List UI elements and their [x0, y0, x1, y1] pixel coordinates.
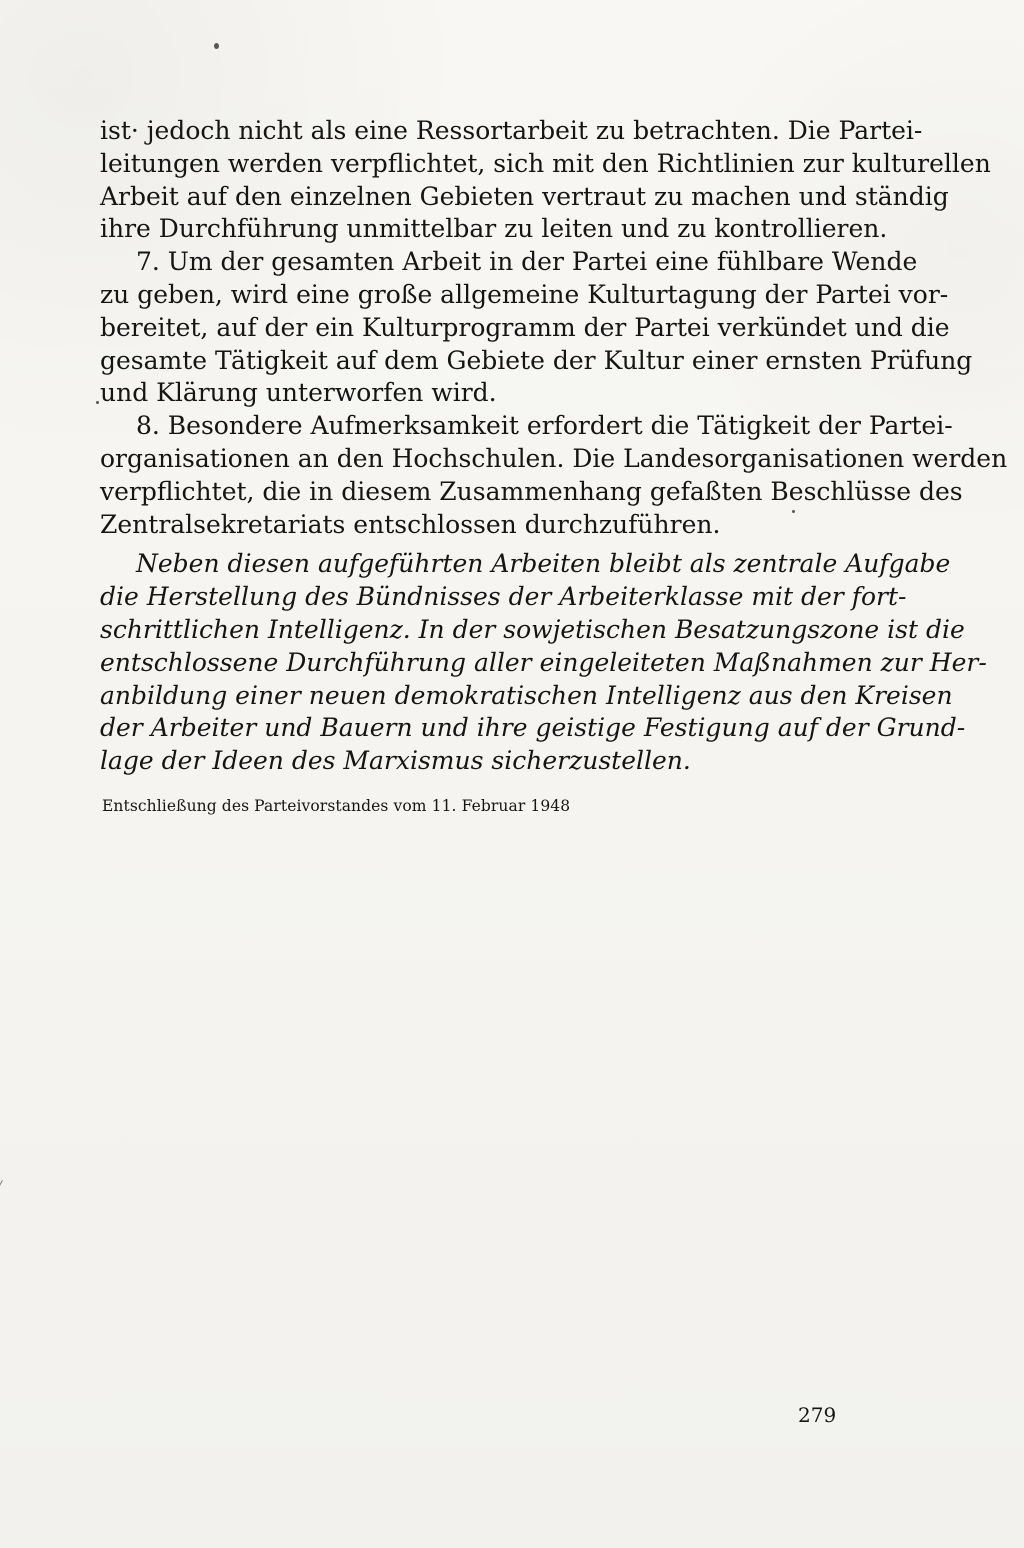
body-text [100, 115, 1008, 778]
text-line: leitungen werden verpflichtet, sich mit den Richtlinien zur kulturellen [100, 148, 991, 178]
text-line: ist· jedoch nicht als eine Ressortarbeit zu betrachten. Die Partei- [100, 116, 923, 145]
text-line: zu geben, wird eine große allgemeine Kulturtagung der Partei vor- [100, 279, 949, 309]
text-line: organisationen an den Hochschulen. Die Landesorganisationen werden [100, 443, 1008, 473]
italic-text-line: lage der Ideen des Marxismus sicherzustellen. [100, 746, 691, 776]
italic-text-line: die Herstellung des Bündnisses der Arbeiterklasse mit der fort- [100, 582, 907, 612]
ink-speck [214, 43, 219, 49]
text-line: verpflichtet, die in diesem Zusammenhang gefaßten Beschlüsse des [100, 476, 963, 506]
text-line: und Klärung unterworfen wird. [100, 378, 497, 408]
ink-speck [96, 401, 99, 404]
text-line: gesamte Tätigkeit auf dem Gebiete der Kultur einer ernsten Prüfung [100, 345, 973, 375]
italic-paragraph-line: Neben diesen aufgeführten Arbeiten bleibt als zentrale Aufgabe [136, 549, 951, 579]
numbered-paragraph-line: 7. Um der gesamten Arbeit in der Partei eine fühlbare Wende [136, 247, 918, 277]
italic-text-line: entschlossene Durchführung aller eingeleiteten Maßnahmen zur Her- [100, 647, 987, 677]
italic-text-line: der Arbeiter und Bauern und ihre geistige Festigung auf der Grund- [100, 713, 966, 743]
page-number: 279 [798, 1403, 837, 1427]
numbered-paragraph-line: 8. Besondere Aufmerksamkeit erfordert die Tätigkeit der Partei- [136, 411, 953, 441]
text-line: Zentralsekretariats entschlossen durchzuführen. [100, 509, 721, 539]
paper-scratch [0, 1180, 3, 1202]
source-citation: Entschließung des Parteivorstandes vom 11. Februar 1948 [102, 797, 571, 815]
text-line: bereitet, auf der ein Kulturprogramm der Partei verkündet und die [100, 312, 950, 342]
text-line: ihre Durchführung unmittelbar zu leiten und zu kontrollieren. [100, 214, 888, 244]
italic-text-line: schrittlichen Intelligenz. In der sowjetischen Besatzungszone ist die [100, 614, 965, 644]
text-line: Arbeit auf den einzelnen Gebieten vertraut zu machen und ständig [100, 181, 949, 211]
italic-text-line: anbildung einer neuen demokratischen Intelligenz aus den Kreisen [100, 680, 953, 710]
